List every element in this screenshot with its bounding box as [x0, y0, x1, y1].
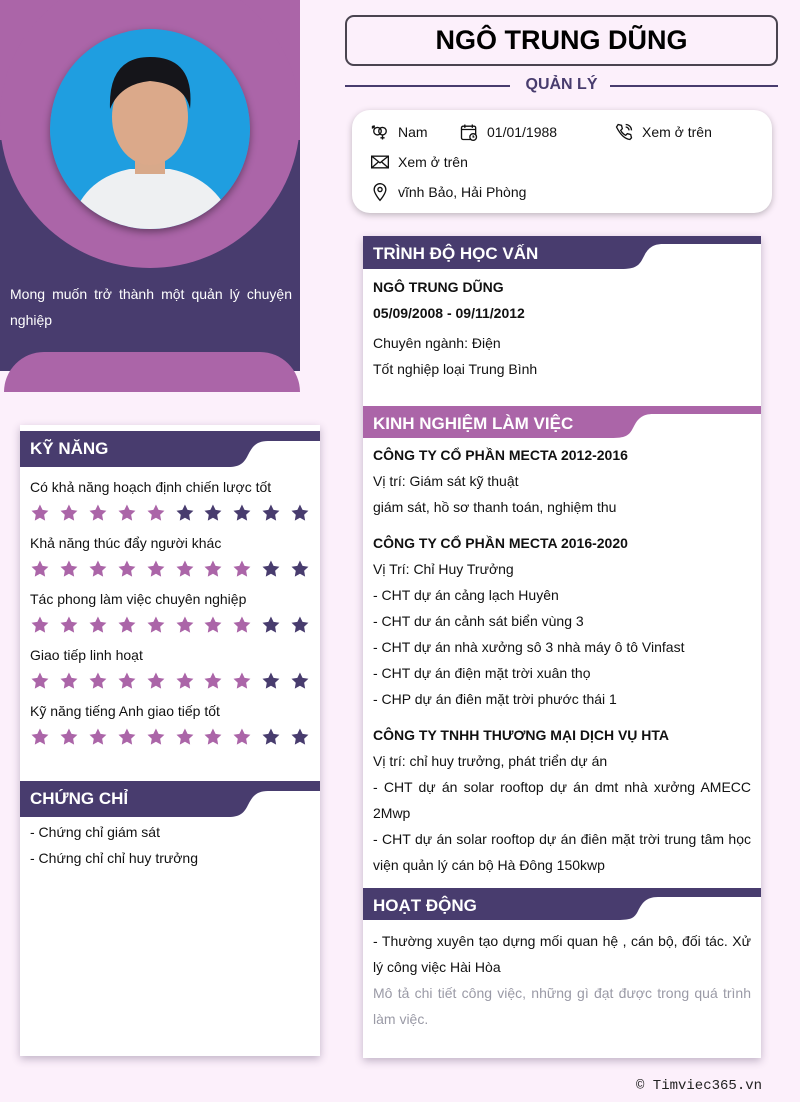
star-filled-icon	[59, 671, 79, 691]
star-filled-icon	[88, 615, 108, 635]
job-company: CÔNG TY CỔ PHẦN MECTA 2012-2016	[373, 447, 628, 463]
activities-header: HOẠT ĐỘNG	[363, 888, 761, 924]
footer-credit: © Timviec365.vn	[636, 1078, 763, 1094]
star-filled-icon	[117, 559, 137, 579]
skill-rating	[30, 503, 310, 523]
star-filled-icon	[59, 559, 79, 579]
job-line: - CHT dự án cảng lạch Huyên	[373, 587, 559, 603]
activity-text: - Thường xuyên tạo dựng mối quan hệ , cán bộ, đối tác. Xử lý công việc Hài Hòa	[373, 933, 751, 975]
skill-item	[20, 647, 320, 691]
job-entry	[373, 530, 751, 712]
profile-card	[0, 0, 300, 371]
job-line: - CHT dự án solar rooftop dự án điên mặt trời trung tâm học viện quản lý cán bộ Hà Đông 150kwp	[373, 831, 751, 873]
star-filled-icon	[117, 671, 137, 691]
experience-header: KINH NGHIỆM LÀM VIỆC	[363, 406, 761, 442]
job-line: giám sát, hồ sơ thanh toán, nghiệm thu	[373, 499, 617, 515]
star-empty-icon	[175, 503, 195, 523]
job-line: - CHT dự án nhà xưởng sô 3 nhà máy ô tô Vinfast	[373, 639, 685, 655]
job-entry	[373, 722, 751, 878]
certificates-header: CHỨNG CHỈ	[20, 781, 320, 817]
star-empty-icon	[261, 615, 281, 635]
email-icon	[370, 152, 390, 172]
star-filled-icon	[88, 503, 108, 523]
star-empty-icon	[290, 727, 310, 747]
skill-rating	[30, 615, 310, 635]
experience-list	[363, 442, 761, 878]
skill-name: Khả năng thúc đẩy người khác	[30, 535, 222, 551]
skill-item	[20, 703, 320, 747]
skill-item	[20, 535, 320, 579]
skill-name: Tác phong làm việc chuyên nghiệp	[30, 591, 247, 607]
star-filled-icon	[175, 727, 195, 747]
skills-header: KỸ NĂNG	[20, 431, 320, 467]
skill-rating	[30, 671, 310, 691]
star-empty-icon	[232, 503, 252, 523]
gender-item: Nam	[370, 122, 428, 142]
gender-icon	[370, 122, 390, 142]
email-item[interactable]: Xem ở trên	[370, 152, 468, 172]
job-entry	[373, 442, 751, 520]
education-major: Chuyên ngành: Điện	[373, 335, 501, 351]
star-filled-icon	[117, 615, 137, 635]
job-line: - CHT dự án solar rooftop dự án dmt nhà xưởng AMECC 2Mwp	[373, 779, 751, 821]
star-filled-icon	[232, 671, 252, 691]
star-filled-icon	[88, 671, 108, 691]
education-school: NGÔ TRUNG DŨNG	[373, 279, 504, 295]
star-filled-icon	[146, 727, 166, 747]
job-line: - CHP dự án điên mặt trời phước thái 1	[373, 691, 617, 707]
star-filled-icon	[175, 615, 195, 635]
star-filled-icon	[59, 503, 79, 523]
certificate-item: - Chứng chỉ giám sát	[30, 824, 160, 840]
star-filled-icon	[203, 671, 223, 691]
job-line: Vị Trí: Chỉ Huy Trưởng	[373, 561, 514, 577]
star-empty-icon	[261, 671, 281, 691]
star-filled-icon	[146, 615, 166, 635]
star-empty-icon	[290, 671, 310, 691]
full-name: NGÔ TRUNG DŨNG	[345, 15, 778, 66]
star-filled-icon	[232, 727, 252, 747]
star-filled-icon	[232, 615, 252, 635]
education-period: 05/09/2008 - 09/11/2012	[373, 305, 525, 321]
contact-card	[352, 110, 772, 213]
star-empty-icon	[290, 559, 310, 579]
location-pin-icon	[370, 182, 390, 202]
star-filled-icon	[117, 727, 137, 747]
skill-item	[20, 591, 320, 635]
star-filled-icon	[59, 615, 79, 635]
avatar[interactable]	[50, 29, 250, 229]
job-line: Vị trí: Giám sát kỹ thuật	[373, 473, 519, 489]
star-filled-icon	[88, 559, 108, 579]
skill-name: Kỹ năng tiếng Anh giao tiếp tốt	[30, 703, 220, 719]
star-filled-icon	[175, 559, 195, 579]
job-company: CÔNG TY TNHH THƯƠNG MẠI DỊCH VỤ HTA	[373, 727, 670, 743]
certificate-list	[20, 819, 320, 871]
skill-name: Giao tiếp linh hoạt	[30, 647, 143, 663]
star-filled-icon	[30, 503, 50, 523]
certificate-item: - Chứng chỉ chỉ huy trưởng	[30, 850, 198, 866]
star-filled-icon	[146, 559, 166, 579]
phone-icon	[614, 122, 634, 142]
career-objective: Mong muốn trở thành một quản lý chuyện nghiệp	[10, 286, 292, 328]
skill-rating	[30, 559, 310, 579]
job-line: - CHT dự án điện mặt trời xuân thọ	[373, 665, 591, 681]
star-filled-icon	[146, 503, 166, 523]
star-filled-icon	[175, 671, 195, 691]
calendar-icon	[459, 122, 479, 142]
star-empty-icon	[261, 559, 281, 579]
job-title: QUẢN LÝ	[345, 74, 778, 98]
job-company: CÔNG TY CỔ PHẦN MECTA 2016-2020	[373, 535, 628, 551]
address-item: vĩnh Bảo, Hải Phòng	[370, 182, 526, 202]
star-filled-icon	[30, 727, 50, 747]
star-filled-icon	[146, 671, 166, 691]
star-filled-icon	[30, 671, 50, 691]
main-content-card	[363, 236, 761, 1058]
education-header: TRÌNH ĐỘ HỌC VẤN	[363, 236, 761, 272]
star-empty-icon	[203, 503, 223, 523]
star-filled-icon	[203, 727, 223, 747]
star-filled-icon	[232, 559, 252, 579]
skill-name: Có khả năng hoạch định chiến lược tốt	[30, 479, 272, 495]
education-grade: Tốt nghiệp loại Trung Bình	[373, 361, 538, 377]
birthday-item: 01/01/1988	[459, 122, 557, 142]
star-filled-icon	[30, 559, 50, 579]
skills-card	[20, 425, 320, 1056]
star-filled-icon	[203, 559, 223, 579]
star-empty-icon	[290, 615, 310, 635]
star-filled-icon	[203, 615, 223, 635]
skill-item	[20, 479, 320, 523]
star-filled-icon	[59, 727, 79, 747]
star-empty-icon	[261, 727, 281, 747]
phone-item[interactable]: Xem ở trên	[614, 122, 712, 142]
activities-entry	[363, 928, 761, 1032]
activity-placeholder: Mô tả chi tiết công việc, những gì đạt được trong quá trình làm việc.	[373, 985, 751, 1027]
job-line: Vị trí: chỉ huy trưởng, phát triển dự án	[373, 753, 608, 769]
star-filled-icon	[30, 615, 50, 635]
star-filled-icon	[88, 727, 108, 747]
skill-list	[20, 479, 320, 747]
star-empty-icon	[261, 503, 281, 523]
skill-rating	[30, 727, 310, 747]
star-filled-icon	[117, 503, 137, 523]
education-entry	[363, 274, 761, 382]
job-line: - CHT dư án cảnh sát biển vùng 3	[373, 613, 584, 629]
star-empty-icon	[290, 503, 310, 523]
